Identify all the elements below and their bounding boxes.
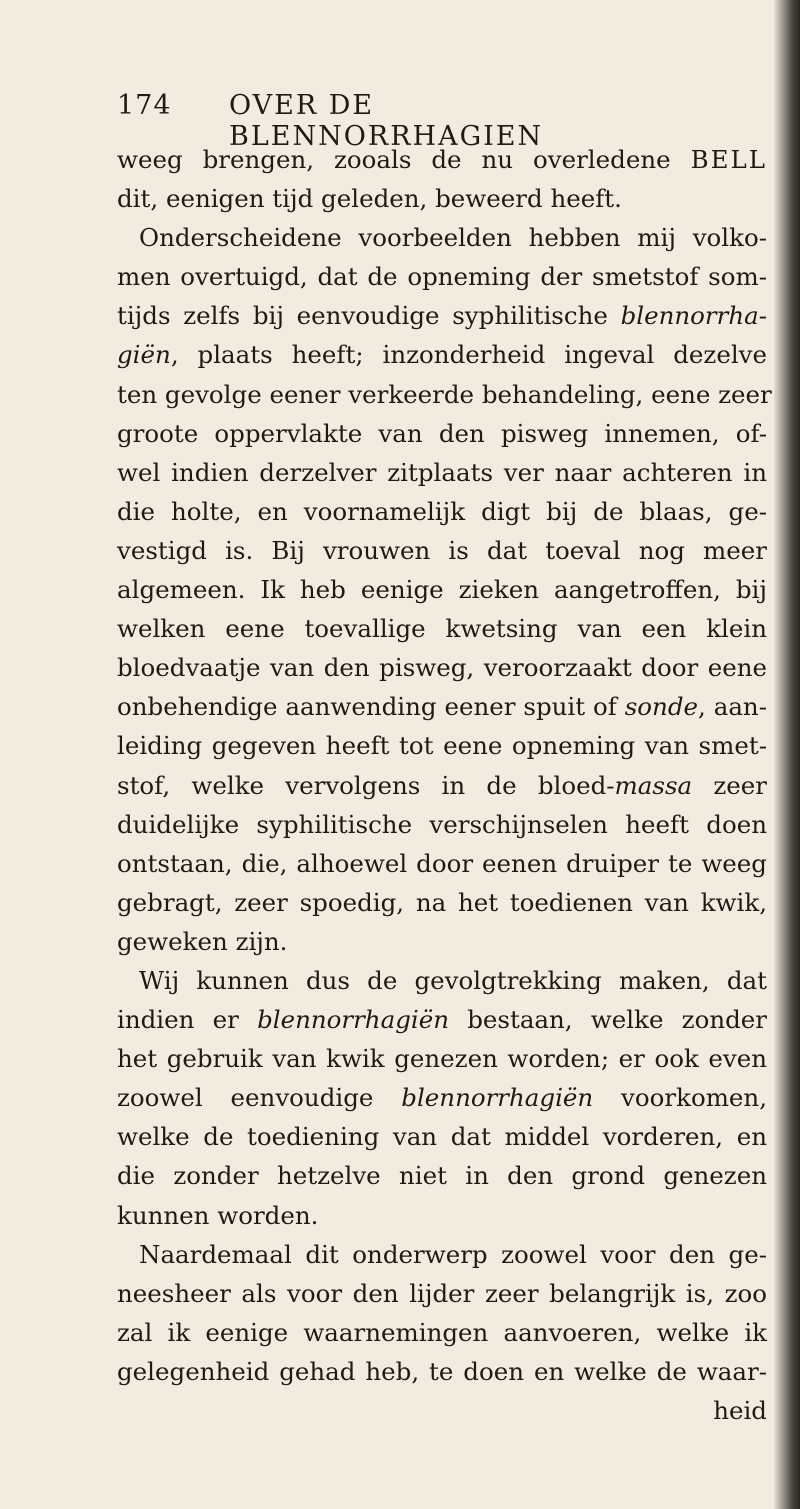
text-line [117, 1313, 767, 1352]
italic-term: blennorrhagiën [401, 1083, 594, 1113]
text-segment: geweken zijn. [117, 926, 288, 956]
text-segment: algemeen. Ik heb eenige zieken aangetroffen, bij [117, 575, 767, 605]
text-segment: dit, eenigen tijd geleden, beweerd heeft. [117, 184, 622, 214]
text-segment: zoowel eenvoudige [117, 1083, 402, 1113]
body-text [117, 140, 772, 1430]
text-line [117, 140, 767, 179]
text-segment: , aan- [698, 692, 767, 722]
text-line [117, 414, 767, 453]
text-line [117, 570, 767, 609]
italic-term: massa [614, 770, 693, 800]
text-segment: gebragt, zeer spoedig, na het toedienen van kwik, [117, 887, 767, 917]
text-segment: Naardemaal dit onderwerp zoowel voor den ge- [139, 1239, 767, 1269]
text-segment: onbehendige aanwending eener spuit of [117, 692, 625, 722]
text-line [117, 844, 767, 883]
text-segment: het gebruik van kwik genezen worden; er ook even [117, 1044, 767, 1074]
text-segment: indien er [117, 1005, 258, 1035]
text-line [117, 609, 767, 648]
text-segment: gelegenheid gehad heb, te doen en welke de waar- [117, 1356, 767, 1386]
text-segment: voorkomen, [593, 1083, 767, 1113]
text-segment: bloedvaatje van den pisweg, veroorzaakt door eene [117, 653, 767, 683]
text-segment: stof, welke vervolgens in de bloed- [117, 770, 615, 800]
text-segment: weeg brengen, zooals de nu overledene [117, 145, 691, 174]
text-line [117, 375, 772, 414]
text-segment: kunnen worden. [117, 1200, 319, 1230]
text-line [117, 687, 767, 726]
text-segment: vestigd is. Bij vrouwen is dat toeval nog meer [117, 535, 767, 565]
text-line [117, 1235, 767, 1274]
text-segment: men overtuigd, dat de opneming der smetstof som- [117, 262, 767, 292]
text-segment: heid [713, 1396, 767, 1425]
text-line [117, 335, 767, 374]
running-title: OVER DE BLENNORRHAGIEN [229, 90, 544, 152]
text-line [117, 492, 767, 531]
text-segment: leiding gegeven heeft tot eene opneming van smet- [117, 731, 767, 761]
author-name: BELL [690, 145, 767, 174]
italic-term: sonde [624, 692, 699, 722]
text-line [117, 257, 767, 296]
text-line [117, 961, 767, 1000]
text-line [117, 1000, 767, 1039]
text-segment: die zonder hetzelve niet in den grond genezen [117, 1161, 767, 1191]
italic-term: giën [117, 340, 171, 370]
text-segment: zal ik eenige waarnemingen aanvoeren, welke ik [117, 1317, 767, 1347]
text-line [117, 296, 767, 335]
text-segment: , plaats heeft; inzonderheid ingeval dezelve [170, 340, 767, 370]
text-line [117, 531, 767, 570]
text-segment: welken eene toevallige kwetsing van een klein [117, 614, 767, 644]
text-line [117, 179, 767, 218]
text-line [117, 766, 767, 805]
text-line [117, 1391, 767, 1430]
text-line [117, 726, 767, 765]
text-segment: welke de toediening van dat middel vorderen, en [117, 1122, 767, 1152]
text-segment: neesheer als voor den lijder zeer belangrijk is, zoo [117, 1278, 767, 1308]
text-segment: Onderscheidene voorbeelden hebben mij volko- [139, 223, 767, 253]
text-segment: ten gevolge eener verkeerde behandeling, eene zeer [117, 379, 772, 409]
text-line [117, 1156, 767, 1195]
text-segment: groote oppervlakte van den pisweg innemen, of- [117, 418, 767, 448]
text-segment: bestaan, welke zonder [449, 1005, 768, 1035]
text-line [117, 218, 767, 257]
italic-term: blennorrhagiën [257, 1005, 449, 1035]
text-line [117, 1117, 767, 1156]
page-edge [774, 0, 800, 1509]
text-segment: wel indien derzelver zitplaats ver naar achteren in [117, 457, 767, 487]
text-line [117, 648, 767, 687]
text-segment: zeer [692, 770, 767, 800]
text-line [117, 453, 767, 492]
text-line [117, 1078, 767, 1117]
text-segment: die holte, en voornamelijk digt bij de blaas, ge- [117, 496, 767, 526]
page-header [117, 90, 677, 152]
text-segment: duidelijke syphilitische verschijnselen heeft doen [117, 809, 767, 839]
text-segment: ontstaan, die, alhoewel door eenen druiper te weeg [117, 848, 767, 878]
text-segment: tijds zelfs bij eenvoudige syphilitische [117, 301, 621, 331]
text-line [117, 805, 767, 844]
text-line [117, 1196, 767, 1235]
text-line [117, 883, 767, 922]
text-line [117, 1274, 767, 1313]
text-line [117, 1352, 767, 1391]
text-segment: Wij kunnen dus de gevolgtrekking maken, dat [139, 965, 767, 995]
text-line [117, 1039, 767, 1078]
italic-term: blennorrha- [620, 301, 767, 331]
page-number: 174 [117, 90, 172, 121]
text-line [117, 922, 767, 961]
